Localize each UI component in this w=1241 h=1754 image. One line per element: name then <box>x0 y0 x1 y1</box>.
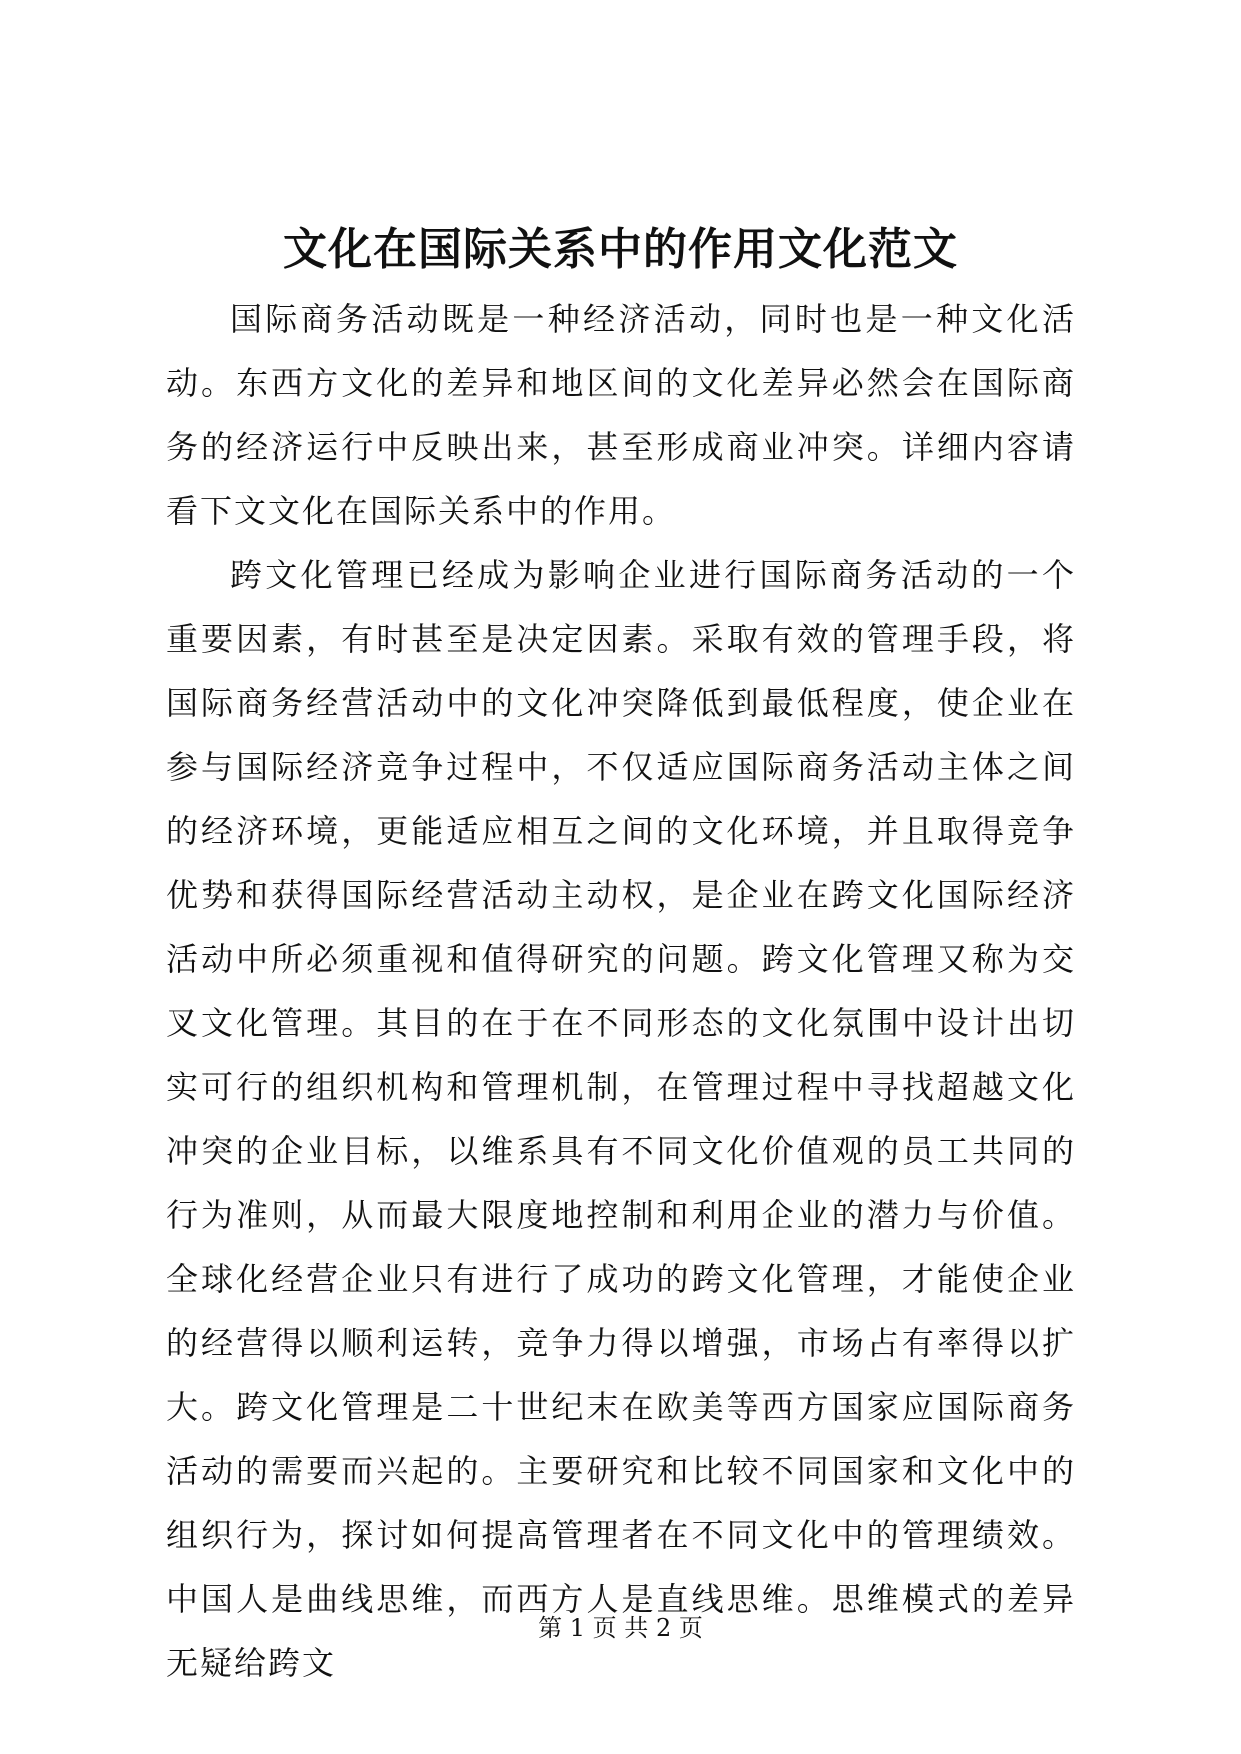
document-title: 文化在国际关系中的作用文化范文 <box>283 224 958 275</box>
paragraph-1: 国际商务活动既是一种经济活动，同时也是一种文化活动。东西方文化的差异和地区间的文化差异必然会在国际商务的经济运行中反映出来，甚至形成商业冲突。详细内容请看下文文化在国际关系中的作用。 <box>166 300 1076 530</box>
page-footer: 第 1 页 共 2 页 <box>538 1614 703 1642</box>
document-body <box>166 287 1076 1695</box>
paragraph-2: 跨文化管理已经成为影响企业进行国际商务活动的一个重要因素，有时甚至是决定因素。采取有效的管理手段，将国际商务经营活动中的文化冲突降低到最低程度，使企业在参与国际经济竞争过程中，不仅适应国际商务活动主体之间的经济环境，更能适应相互之间的文化环境，并且取得竞争优势和获得国际经营活动主动权，是企业在跨文化国际经济活动中所必须重视和值得研究的问题。跨文化管理又称为交叉文化管理。其目的在于在不同形态的文化氛围中设计出切实可行的组织机构和管理机制，在管理过程中寻找超越文化冲突的企业目标，以维系具有不同文化价值观的员工共同的行为准则，从而最大限度地控制和利用企业的潜力与价值。全球化经营企业只有进行了成功的跨文化管理，才能使企业的经营得以顺利运转，竞争力得以增强，市场占有率得以扩大。跨文化管理是二十世纪末在欧美等西方国家应国际商务活动的需要而兴起的。主要研究和比较不同国家和文化中的组织行为，探讨如何提高管理者在不同文化中的管理绩效。中国人是曲线思维，而西方人是直线思维。思维模式的差异无疑给跨文 <box>166 556 1076 1682</box>
